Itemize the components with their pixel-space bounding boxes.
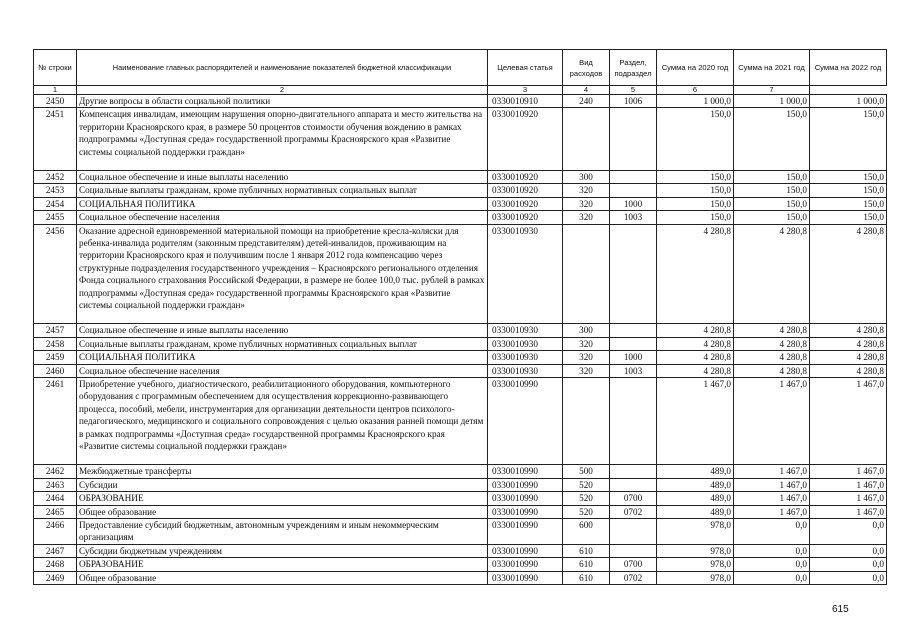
row-number-cell: 2464	[34, 492, 77, 505]
header-row	[34, 50, 887, 86]
header-expense-type: Вид расходов	[563, 50, 610, 86]
header-sum-2022: Сумма на 2022 год	[810, 50, 887, 86]
target-article-cell: 0330010990	[488, 544, 563, 557]
section-cell	[610, 184, 657, 197]
sum-2020-cell: 150,0	[657, 108, 734, 171]
row-number-cell: 2457	[34, 324, 77, 337]
section-cell: 1003	[610, 211, 657, 224]
sum-2022-cell: 150,0	[810, 184, 887, 197]
row-number-cell: 2456	[34, 224, 77, 324]
expense-type-cell: 520	[563, 505, 610, 518]
table-row	[34, 324, 887, 337]
table-row	[34, 171, 887, 184]
target-article-cell: 0330010990	[488, 492, 563, 505]
sum-2022-cell: 4 280,8	[810, 324, 887, 337]
sum-2020-cell: 150,0	[657, 197, 734, 210]
target-article-cell: 0330010930	[488, 324, 563, 337]
table-row	[34, 571, 887, 584]
target-article-cell: 0330010920	[488, 108, 563, 171]
header-target: Целевая статья	[488, 50, 563, 86]
row-name-cell: СОЦИАЛЬНАЯ ПОЛИТИКА	[77, 351, 488, 364]
row-number-cell: 2452	[34, 171, 77, 184]
column-number: 7	[734, 86, 810, 95]
page-number: 615	[832, 604, 849, 615]
target-article-cell: 0330010990	[488, 571, 563, 584]
table-row	[34, 378, 887, 465]
table-row	[34, 95, 887, 108]
expense-type-cell: 240	[563, 95, 610, 108]
sum-2021-cell: 1 000,0	[734, 95, 810, 108]
expense-type-cell: 320	[563, 364, 610, 377]
row-name-cell: Социальное обеспечение и иные выплаты населению	[77, 171, 488, 184]
sum-2020-cell: 489,0	[657, 505, 734, 518]
section-cell	[610, 478, 657, 491]
table-row	[34, 224, 887, 324]
sum-2020-cell: 4 280,8	[657, 364, 734, 377]
row-number-cell: 2465	[34, 505, 77, 518]
section-cell: 0702	[610, 571, 657, 584]
sum-2021-cell: 0,0	[734, 558, 810, 571]
row-name-cell: Оказание адресной единовременной материальной помощи на приобретение кресла-коляски для ребенка-инвалида родителям (законным представителям) детей-инвалидов, проживающим на территории Красноярского края и получившим после 1 января 2012 года компенсацию через структурные подразделения государственного учреждения – Красноярского регионального отделения Фонда социального страхования Российской Федерации, в размере не более 100,0 тыс. рублей в рамках подпрограммы «Доступная среда» государственной программы Красноярского края «Развитие системы социальной поддержки граждан»	[77, 224, 488, 324]
section-cell	[610, 378, 657, 465]
sum-2021-cell: 150,0	[734, 171, 810, 184]
sum-2020-cell: 489,0	[657, 465, 734, 478]
row-name-cell: СОЦИАЛЬНАЯ ПОЛИТИКА	[77, 197, 488, 210]
sum-2020-cell: 150,0	[657, 171, 734, 184]
sum-2020-cell: 1 467,0	[657, 378, 734, 465]
expense-type-cell: 320	[563, 337, 610, 350]
row-number-cell: 2451	[34, 108, 77, 171]
sum-2021-cell: 1 467,0	[734, 378, 810, 465]
target-article-cell: 0330010930	[488, 337, 563, 350]
expense-type-cell: 320	[563, 211, 610, 224]
expense-type-cell: 500	[563, 465, 610, 478]
table-body	[34, 95, 887, 585]
row-name-cell: Общее образование	[77, 505, 488, 518]
expense-type-cell: 610	[563, 544, 610, 557]
sum-2022-cell: 4 280,8	[810, 337, 887, 350]
target-article-cell: 0330010990	[488, 505, 563, 518]
row-number-cell: 2458	[34, 337, 77, 350]
row-name-cell: Субсидии	[77, 478, 488, 491]
table-row	[34, 351, 887, 364]
header-sum-2020: Сумма на 2020 год	[657, 50, 734, 86]
target-article-cell: 0330010920	[488, 184, 563, 197]
sum-2020-cell: 978,0	[657, 558, 734, 571]
column-number: 2	[77, 86, 488, 95]
sum-2022-cell: 150,0	[810, 211, 887, 224]
sum-2022-cell: 1 467,0	[810, 478, 887, 491]
expense-type-cell: 520	[563, 478, 610, 491]
table-row	[34, 465, 887, 478]
row-name-cell: Общее образование	[77, 571, 488, 584]
sum-2022-cell: 0,0	[810, 544, 887, 557]
expense-type-cell	[563, 224, 610, 324]
target-article-cell: 0330010990	[488, 519, 563, 545]
table-row	[34, 558, 887, 571]
section-cell: 1000	[610, 351, 657, 364]
header-sum-2021: Сумма на 2021 год	[734, 50, 810, 86]
row-number-cell: 2468	[34, 558, 77, 571]
row-number-cell: 2455	[34, 211, 77, 224]
sum-2021-cell: 0,0	[734, 519, 810, 545]
target-article-cell: 0330010920	[488, 197, 563, 210]
sum-2022-cell: 150,0	[810, 197, 887, 210]
section-cell: 1006	[610, 95, 657, 108]
row-name-cell: Социальное обеспечение населения	[77, 364, 488, 377]
sum-2022-cell: 1 467,0	[810, 492, 887, 505]
expense-type-cell: 520	[563, 492, 610, 505]
sum-2022-cell: 4 280,8	[810, 351, 887, 364]
column-number: 4	[563, 86, 610, 95]
table-row	[34, 519, 887, 545]
row-number-cell: 2461	[34, 378, 77, 465]
sum-2022-cell: 0,0	[810, 571, 887, 584]
expense-type-cell	[563, 378, 610, 465]
sum-2022-cell: 1 467,0	[810, 505, 887, 518]
target-article-cell: 0330010920	[488, 171, 563, 184]
column-number: 1	[34, 86, 77, 95]
row-name-cell: Субсидии бюджетным учреждениям	[77, 544, 488, 557]
column-number-row	[34, 86, 887, 95]
sum-2020-cell: 978,0	[657, 544, 734, 557]
expense-type-cell: 320	[563, 197, 610, 210]
sum-2022-cell: 4 280,8	[810, 364, 887, 377]
row-name-cell: Компенсация инвалидам, имеющим нарушения опорно-двигательного аппарата и место жительства на территории Красноярского края, в размере 50 процентов стоимости обучения вождению в рамках подпрограммы «Доступная среда» государственной программы Красноярского края «Развитие системы социальной поддержки граждан»	[77, 108, 488, 171]
row-number-cell: 2466	[34, 519, 77, 545]
section-cell	[610, 519, 657, 545]
sum-2022-cell: 0,0	[810, 558, 887, 571]
sum-2021-cell: 1 467,0	[734, 478, 810, 491]
sum-2020-cell: 4 280,8	[657, 324, 734, 337]
row-number-cell: 2467	[34, 544, 77, 557]
table-row	[34, 505, 887, 518]
row-name-cell: ОБРАЗОВАНИЕ	[77, 558, 488, 571]
row-name-cell: Другие вопросы в области социальной политики	[77, 95, 488, 108]
section-cell	[610, 337, 657, 350]
table-row	[34, 337, 887, 350]
table-row	[34, 544, 887, 557]
sum-2020-cell: 489,0	[657, 492, 734, 505]
sum-2022-cell: 1 467,0	[810, 378, 887, 465]
row-number-cell: 2462	[34, 465, 77, 478]
sum-2021-cell: 0,0	[734, 571, 810, 584]
target-article-cell: 0330010990	[488, 465, 563, 478]
section-cell	[610, 108, 657, 171]
header-name: Наименование главных распорядителей и наименование показателей бюджетной классификации	[77, 50, 488, 86]
sum-2021-cell: 4 280,8	[734, 351, 810, 364]
section-cell: 1003	[610, 364, 657, 377]
row-number-cell: 2454	[34, 197, 77, 210]
sum-2021-cell: 150,0	[734, 108, 810, 171]
budget-table	[33, 49, 887, 585]
sum-2021-cell: 4 280,8	[734, 337, 810, 350]
sum-2021-cell: 0,0	[734, 544, 810, 557]
expense-type-cell: 610	[563, 571, 610, 584]
sum-2022-cell: 1 000,0	[810, 95, 887, 108]
sum-2021-cell: 150,0	[734, 197, 810, 210]
table-row	[34, 184, 887, 197]
section-cell	[610, 465, 657, 478]
section-cell: 1000	[610, 197, 657, 210]
sum-2021-cell: 1 467,0	[734, 505, 810, 518]
section-cell	[610, 544, 657, 557]
sum-2022-cell: 0,0	[810, 519, 887, 545]
sum-2022-cell: 4 280,8	[810, 224, 887, 324]
row-name-cell: Приобретение учебного, диагностического, реабилитационного оборудования, компьютерного оборудования с программным обеспечением для осуществления коррекционно-развивающего процесса, пособий, мебели, инструментария для организации деятельности центров психолого-педагогического, медицинского и социального сопровождения с целью оказания ранней помощи детям в рамках подпрограммы «Доступная среда» государственной программы Красноярского края «Развитие системы социальной поддержки граждан»	[77, 378, 488, 465]
table-row	[34, 108, 887, 171]
row-name-cell: Социальные выплаты гражданам, кроме публичных нормативных социальных выплат	[77, 184, 488, 197]
row-name-cell: Социальное обеспечение и иные выплаты населению	[77, 324, 488, 337]
expense-type-cell: 300	[563, 171, 610, 184]
table-row	[34, 364, 887, 377]
sum-2021-cell: 1 467,0	[734, 492, 810, 505]
sum-2022-cell: 1 467,0	[810, 465, 887, 478]
sum-2022-cell: 150,0	[810, 108, 887, 171]
section-cell	[610, 224, 657, 324]
sum-2020-cell: 4 280,8	[657, 224, 734, 324]
target-article-cell: 0330010930	[488, 224, 563, 324]
row-number-cell: 2463	[34, 478, 77, 491]
sum-2020-cell: 150,0	[657, 211, 734, 224]
column-number: 6	[657, 86, 734, 95]
expense-type-cell: 610	[563, 558, 610, 571]
section-cell: 0700	[610, 492, 657, 505]
sum-2021-cell: 150,0	[734, 184, 810, 197]
sum-2021-cell: 4 280,8	[734, 324, 810, 337]
sum-2021-cell: 1 467,0	[734, 465, 810, 478]
header-section: Раздел, подраздел	[610, 50, 657, 86]
row-number-cell: 2453	[34, 184, 77, 197]
column-number: 3	[488, 86, 563, 95]
target-article-cell: 0330010920	[488, 211, 563, 224]
column-number: 5	[610, 86, 657, 95]
row-number-cell: 2450	[34, 95, 77, 108]
target-article-cell: 0330010990	[488, 378, 563, 465]
expense-type-cell: 320	[563, 184, 610, 197]
sum-2020-cell: 150,0	[657, 184, 734, 197]
table-row	[34, 197, 887, 210]
sum-2020-cell: 978,0	[657, 519, 734, 545]
row-number-cell: 2459	[34, 351, 77, 364]
section-cell	[610, 324, 657, 337]
row-name-cell: Социальные выплаты гражданам, кроме публичных нормативных социальных выплат	[77, 337, 488, 350]
sum-2020-cell: 978,0	[657, 571, 734, 584]
expense-type-cell: 600	[563, 519, 610, 545]
row-name-cell: ОБРАЗОВАНИЕ	[77, 492, 488, 505]
section-cell: 0702	[610, 505, 657, 518]
row-name-cell: Предоставление субсидий бюджетным, автономным учреждениям и иным некоммерческим организациям	[77, 519, 488, 545]
row-name-cell: Социальное обеспечение населения	[77, 211, 488, 224]
section-cell: 0700	[610, 558, 657, 571]
table-row	[34, 211, 887, 224]
expense-type-cell: 300	[563, 324, 610, 337]
target-article-cell: 0330010910	[488, 95, 563, 108]
row-number-cell: 2460	[34, 364, 77, 377]
header-row-no: № строки	[34, 50, 77, 86]
section-cell	[610, 171, 657, 184]
sum-2021-cell: 4 280,8	[734, 364, 810, 377]
table-row	[34, 492, 887, 505]
sum-2020-cell: 4 280,8	[657, 351, 734, 364]
sum-2021-cell: 4 280,8	[734, 224, 810, 324]
target-article-cell: 0330010930	[488, 351, 563, 364]
row-name-cell: Межбюджетные трансферты	[77, 465, 488, 478]
sum-2020-cell: 489,0	[657, 478, 734, 491]
sum-2020-cell: 1 000,0	[657, 95, 734, 108]
target-article-cell: 0330010990	[488, 478, 563, 491]
sum-2022-cell: 150,0	[810, 171, 887, 184]
expense-type-cell: 320	[563, 351, 610, 364]
row-number-cell: 2469	[34, 571, 77, 584]
table-row	[34, 478, 887, 491]
expense-type-cell	[563, 108, 610, 171]
target-article-cell: 0330010990	[488, 558, 563, 571]
target-article-cell: 0330010930	[488, 364, 563, 377]
sum-2020-cell: 4 280,8	[657, 337, 734, 350]
sum-2021-cell: 150,0	[734, 211, 810, 224]
